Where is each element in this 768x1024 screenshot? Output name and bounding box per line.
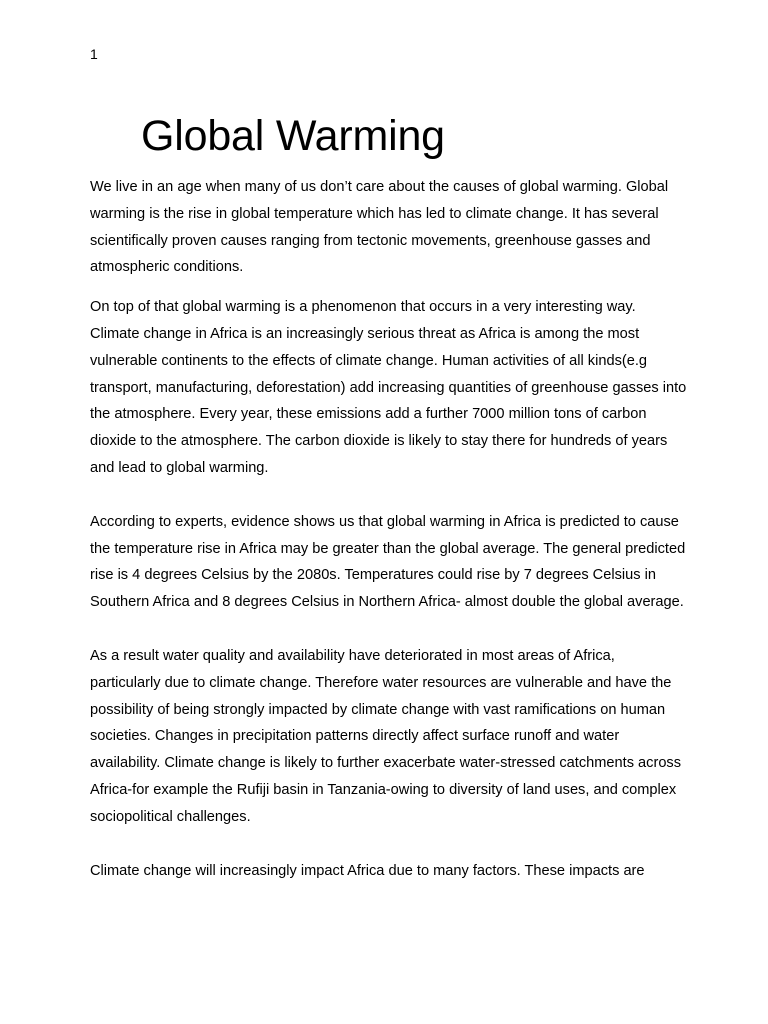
paragraph-1: We live in an age when many of us don’t care about the causes of global warming. Global warming is the rise in global temperature which has led to climate change. It has several scientifically proven causes ranging from tectonic movements, greenhouse gasses and atmospheric conditions.	[90, 179, 669, 276]
page-number: 1	[90, 46, 98, 62]
paragraph-3: According to experts, evidence shows us that global warming in Africa is predicted to cause the temperature rise in Africa may be greater than the global average. The general predicted rise is 4 degrees Celsius by the 2080s. Temperatures could rise by 7 degrees Celsius in Southern Africa and 8 degrees Celsius in Northern Africa- almost double the global average.	[90, 513, 686, 611]
document-body	[90, 174, 688, 884]
paragraph-5: Climate change will increasingly impact Africa due to many factors. These impacts are	[90, 862, 645, 879]
document-title: Global Warming	[141, 112, 445, 160]
paragraph-2: On top of that global warming is a phenomenon that occurs in a very interesting way. Climate change in Africa is an increasingly serious threat as Africa is among the most vulnerable continents to the effects of climate change. Human activities of all kinds(e.g transport, manufacturing, deforestation) add increasing quantities of greenhouse gasses into the atmosphere. Every year, these emissions add a further 7000 million tons of carbon dioxide to the atmosphere. The carbon dioxide is likely to stay there for hundreds of years and lead to global warming.	[90, 299, 687, 476]
paragraph-4: As a result water quality and availability have deteriorated in most areas of Africa, particularly due to climate change. Therefore water resources are vulnerable and have the possibility of being strongly impacted by climate change with vast ramifications on human societies. Changes in precipitation patterns directly affect surface runoff and water availability. Climate change is likely to further exacerbate water-stressed catchments across Africa-for example the Rufiji basin in Tanzania-owing to diversity of land uses, and complex sociopolitical challenges.	[90, 647, 682, 825]
